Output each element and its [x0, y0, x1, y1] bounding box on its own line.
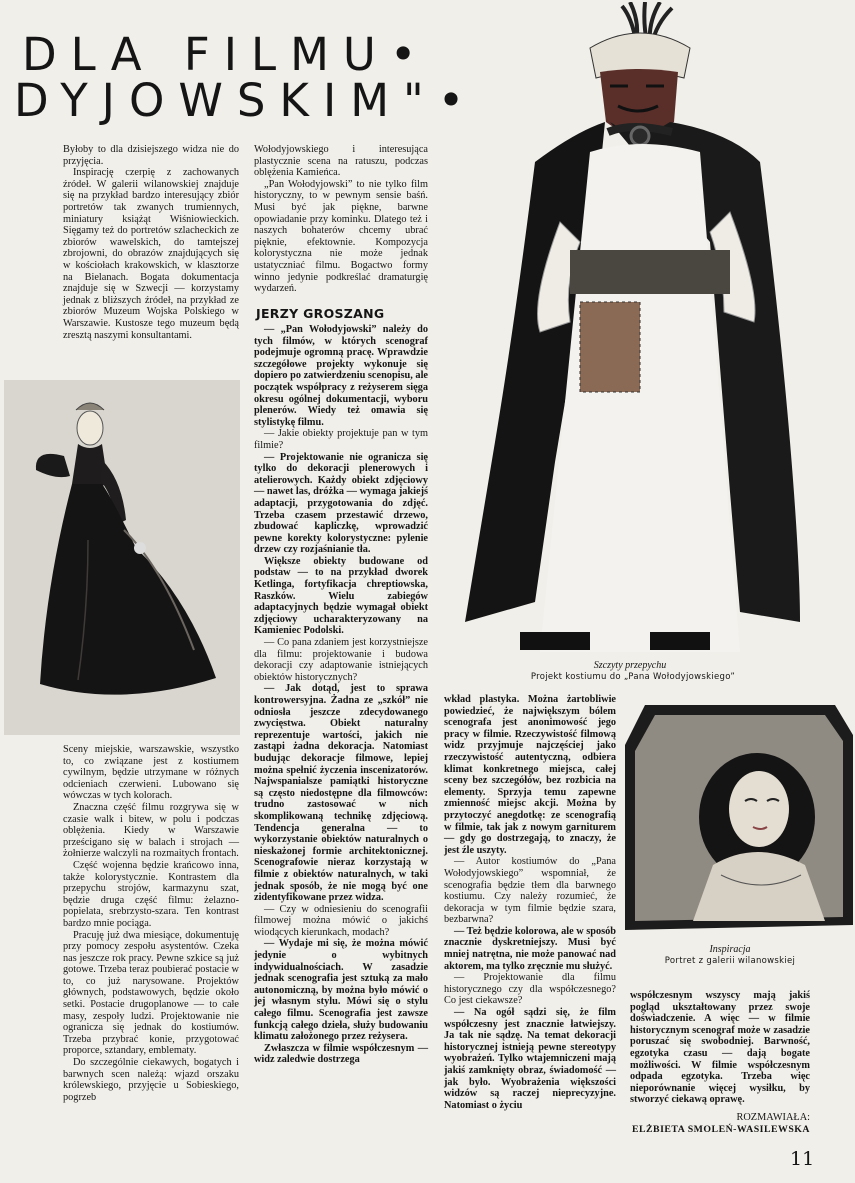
author-name: JERZY GROSZANG	[256, 306, 385, 321]
paragraph: Sceny miejskie, warszawskie, wszystko to, co związane jest z kostiumem cywilnym, będzie utrzymane w różnych odcieniach czerwieni. Lubowano się wówczas w tych kolorach.	[63, 744, 239, 802]
dress-sketch-illustration	[4, 380, 240, 735]
page-number: 11	[790, 1148, 815, 1170]
column-4-interview	[630, 990, 810, 1135]
paragraph: Inspirację czerpię z zachowanych źródeł. W galerii wilanowskiej znajduje się na przykład bardzo interesujący zbiór portretów tak zwanych trumiennych, miniatury książąt Wiśniowieckich. Sięgamy też do portretów szlacheckich ze zbiorów wawelskich, do tamtejszej zbrojowni, do obrazów znajdujących się w kościołach krakowskich, w klasztorze na Bielanach. Bogata dokumentacja znajduje się w Szwecji — korzystamy jednak z bliższych źródeł, na przykład ze zbiorów Muzeum Wojska Polskiego w Warszawie. Kustosze tego muzeum będą zresztą naszymi konsultantami.	[63, 167, 239, 341]
question: — Jakie obiekty projektuje pan w tym filmie?	[254, 428, 428, 451]
costume-caption-title: Szczyty przepychu	[593, 660, 667, 671]
question: — Autor kostiumów do „Pana Wołodyjowskiego” wspomniał, że scenografia będzie tłem dla barwnego kostiumu. Czy należy rozumieć, że dekoracja w tym filmie będzie szara, bezbarwna?	[444, 856, 616, 926]
paragraph: Pracuję już dwa miesiące, dokumentuję przy pomocy zespołu asystentów. Czeka nas jeszcze rok pracy. Pewne szkice są już gotowe. Trzeba teraz poubierać postacie w to, co już narysowane. Projektów głównych, podstawowych, będzie około setki. Postacie drugoplanowe — to całe masy, zespoły ludzi. Projektowanie nie ogranicza się jednak do kostiumów. Trzeba przybrać konie, przygotować proporce, sztandary, emblematy.	[63, 929, 239, 1057]
paragraph: — Wydaje mi się, że można mówić jedynie o wybitnych indywidualnościach. W zasadzie jednak scenografia jest sztuką za mało autonomiczną, by można było mówić o jej własnym stylu. Mówi się o stylu całego filmu. Scenografia jest zawsze funkcją całego dzieła, służy budowaniu klimatu założonego przez reżysera.	[254, 938, 428, 1043]
headline-line-1: DLA FILMU•	[22, 28, 431, 81]
paragraph: Większe obiekty budowane od podstaw — to na przykład dworek Ketlinga, fortyfikacja chreptiowska, Raszków. Wielu zabiegów adaptacyjnych będzie wymagał obiekt zdjęciowy ucharakteryzowany na Kamieniec Podolski.	[254, 555, 428, 637]
paragraph: współczesnym wszyscy mają jakiś pogląd ukształtowany przez swoje doświadczenie. A więc — w filmie historycznym scenograf może w zasadzie poruszać się swobodniej. Barwność, egzotyka czasu — dają bogate możliwości. W filmie współczesnym odpada egzotyka. Trzeba więc nieporównanie więcej wysiłku, by stworzyć ciekawą oprawę.	[630, 990, 810, 1106]
question: — Projektowanie dla filmu historycznego czy dla współczesnego? Co jest ciekawsze?	[444, 972, 616, 1007]
paragraph: wkład plastyka. Można żartobliwie powiedzieć, że największym bólem scenografa jest anonimowość jego pracy w filmie. Rzeczywistość filmową widz przyjmuje najczęściej jako rzeczywistość autentyczną, odbiera klimat konkretnego miejsca, całej sceny bez szczegółów, bez rozbicia na elementy. Sprzyja temu zapewne zmienność miejsc akcji. Można by przytoczyć anegdotkę: ze scenografią w filmie, tak jak z nowym garniturem — gdy go dostrzegają, to znaczy, że jest źle uszyty.	[444, 694, 616, 856]
column-3-interview	[444, 694, 616, 1111]
woman-portrait-icon	[625, 705, 853, 930]
paragraph: — „Pan Wołodyjowski” należy do tych filmów, w których scenograf podejmuje ogromną pracę. Wprawdzie szczegółowe projekty wykonuje się dopiero po zatwierdzeniu scenopisu, ale początek współpracy z reżyserem sięga okresu ogólnej dokumentacji, wyboru plenerów. Wiedy też omawia się stylistykę filmu.	[254, 324, 429, 428]
portrait-painting	[625, 705, 853, 930]
column-2-interview	[254, 324, 428, 1066]
question: — Co pana zdaniem jest korzystniejsze dla filmu: projektowanie i budowa dekoracji czy adaptowanie istniejących obiektów historycznych?	[254, 637, 428, 683]
column-2-top	[254, 144, 428, 295]
paragraph: Część wojenna będzie krańcowo inna, także kolorystycznie. Kontrastem dla przepychu strojów, karmazynu szat, będzie druga część filmu: żelazno-popielata, srebrzysto-szara. Ten kontrast bardzo mnie pociąga.	[63, 859, 239, 929]
column-1-top	[63, 144, 239, 341]
nobleman-costume-icon	[440, 2, 850, 654]
paragraph: — Na ogół sądzi się, że film współczesny jest znacznie łatwiejszy. Ja tak nie sądzę. Na temat dekoracji historycznej istnieją pewne stereotypy wyobrażeń. Tylko wtajemniczeni mają jakiś zamknięty obraz, świadomość — jak było. Wyobrażenia większości widzów są raczej nieprecyzyjne. Natomiast o życiu	[444, 1007, 616, 1111]
paragraph: „Pan Wołodyjowski” to nie tylko film historyczny, to w pewnym sensie baśń. Musi być jak piękne, barwne opowiadanie przy kominku. Dlatego też i naszych bohaterów chcemy ubrać pięknie, efektownie. Kompozycja kolorystyczna nie może jednak ustatyczniać filmu. Bogactwo formy winno jedynie podkreślać dramaturgię wydarzeń.	[254, 178, 428, 295]
paragraph: — Też będzie kolorowa, ale w sposób znacznie dyskretniejszy. Musi być mniej natrętna, nie może panować nad aktorem, ma tylko zręcznie mu służyć.	[444, 925, 616, 972]
column-1-bottom	[63, 744, 239, 1103]
costume-design-illustration	[440, 2, 850, 654]
question: — Czy w odniesieniu do scenografii filmowej można mówić o jakichś wiodących kierunkach, modach?	[254, 903, 428, 938]
portrait-caption-title: Inspiracja	[709, 944, 751, 955]
headline-line-2: DYJOWSKIM"•	[14, 74, 479, 127]
costume-caption-subtitle: Projekt kostiumu do „Pana Wołodyjowskiego”	[530, 672, 736, 682]
paragraph: — Jak dotąd, jest to sprawa kontrowersyjna. Żadna ze „szkół” nie odniosła jeszcze zdecydowanego zwycięstwa. Obiekt naturalny reprezentuje wartości, jakich nie zastąpi żadna dekoracja. Natomiast budując dekoracje filmowe, lepiej można spełnić życzenia inscenizatorów. Najwspanialsze pamiątki historyczne są często niedostępne dla filmowców: trudno zastosować w nich skomplikowaną technikę zdjęciową. Tendencja generalna — to wykorzystanie obiektów naturalnych o nieskażonej formie architektonicznej. Scenografowie nieraz korzystają w filmie z obiektów naturalnych, w taki jednak sposób, że nie mogą być one zidentyfikowane przez widza.	[254, 683, 428, 904]
signature-label: ROZMAWIAŁA:	[736, 1111, 810, 1123]
paragraph: — Projektowanie nie ogranicza się tylko do dekoracji plenerowych i atelierowych. Każdy obiekt zdjęciowy — nawet las, dróżka — wymaga jakiejś adaptacji, przygotowania do zdjęć. Trzeba czasem przestawić drzewo, zbudować kapliczkę, wprowadzić pewne korekty kolorystyczne: pylenie drzew czy rozjaśnianie tła.	[254, 451, 428, 556]
paragraph: Zwłaszcza w filmie współczesnym — widz zaledwie dostrzega	[254, 1042, 428, 1066]
lady-figure-icon	[4, 380, 240, 735]
paragraph: Do szczególnie ciekawych, bogatych i barwnych scen należą: wjazd orszaku królewskiego, przyjęcie u Sobieskiego, pogrzeb	[63, 1057, 239, 1103]
paragraph: Wołodyjowskiego i interesująca plastycznie scena na ratuszu, podczas oblężenia Kamieńca.	[254, 144, 428, 179]
signature-name: ELŻBIETA SMOLEŃ-WASILEWSKA	[631, 1123, 810, 1135]
portrait-caption-subtitle: Portret z galerii wilanowskiej	[664, 956, 796, 966]
paragraph: Byłoby to dla dzisiejszego widza nie do przyjęcia.	[63, 144, 239, 167]
paragraph: Znaczna część filmu rozgrywa się w czasie walk i bitew, w polu i podczas oblężenia. Kiedy w Warszawie prześcigano się w balach i strojach — żołnierze walczyli na rozmaitych frontach.	[63, 801, 239, 860]
